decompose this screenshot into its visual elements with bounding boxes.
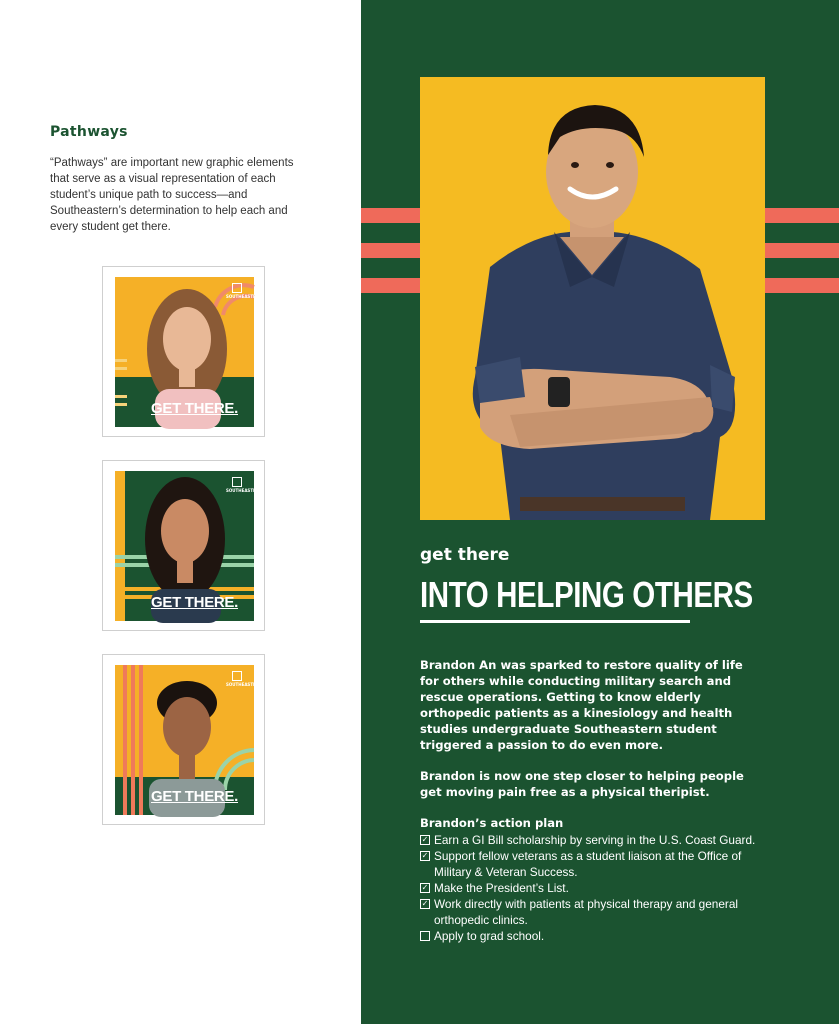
pathway-stripe: [765, 208, 839, 223]
university-logo: SOUTHEASTERN: [226, 671, 248, 687]
story-paragraph-1: Brandon An was sparked to restore quality of life for others while conducting military search and rescue operations. Getting to know elderly orthopedic patients as a kinesiology and health studies undergraduate Southeastern student triggered a passion to do even more.: [420, 658, 743, 752]
checked-box-icon: ✓: [421, 851, 429, 860]
pathway-stripe: [765, 278, 839, 293]
empty-box-icon: [420, 931, 430, 941]
pathway-stripe: [361, 278, 421, 293]
get-there-caption: GET THERE.: [151, 788, 239, 805]
checked-box-icon: ✓: [421, 883, 429, 892]
pathway-stripe: [361, 208, 421, 223]
headline: INTO HELPING OTHERS: [420, 574, 753, 615]
university-logo: SOUTHEASTERN: [226, 283, 248, 299]
action-plan-item: ✓ Work directly with patients at physical therapy and general orthopedic clinics.: [421, 897, 739, 927]
pathway-stripe: [765, 243, 839, 258]
kicker-get-there: get there: [420, 545, 510, 565]
thumbnail-poster-1: [102, 266, 265, 437]
get-there-caption: GET THERE.: [151, 400, 239, 417]
action-plan-list: [420, 832, 770, 944]
pathways-description: “Pathways” are important new graphic elements that serve as a visual representation of each student’s unique path to success—and Southeastern’s determination to help each and every student get there.: [50, 157, 294, 233]
pathway-stripe: [361, 243, 421, 258]
university-logo: SOUTHEASTERN: [226, 477, 248, 493]
action-plan-title: Brandon’s action plan: [420, 816, 564, 830]
thumbnail-poster-2: [102, 460, 265, 631]
portrait-illustration: [420, 77, 765, 520]
action-plan-item: ✓ Make the President’s List.: [421, 881, 569, 895]
action-plan-item: ✓ Earn a GI Bill scholarship by serving in the U.S. Coast Guard.: [421, 833, 756, 847]
student-portrait-photo: [420, 77, 765, 520]
action-plan-item: ✓ Support fellow veterans as a student liaison at the Office of Military & Veteran Success.: [421, 849, 742, 879]
pathways-title: Pathways: [50, 124, 128, 140]
checked-box-icon: ✓: [421, 899, 429, 908]
headline-underline: [420, 620, 690, 623]
action-plan-item: Apply to grad school.: [420, 928, 770, 944]
thumbnail-poster-3: [102, 654, 265, 825]
get-there-caption: GET THERE.: [151, 594, 239, 611]
checked-box-icon: ✓: [421, 835, 429, 844]
story-paragraph-2: Brandon is now one step closer to helping people get moving pain free as a physical theripist.: [420, 769, 744, 799]
